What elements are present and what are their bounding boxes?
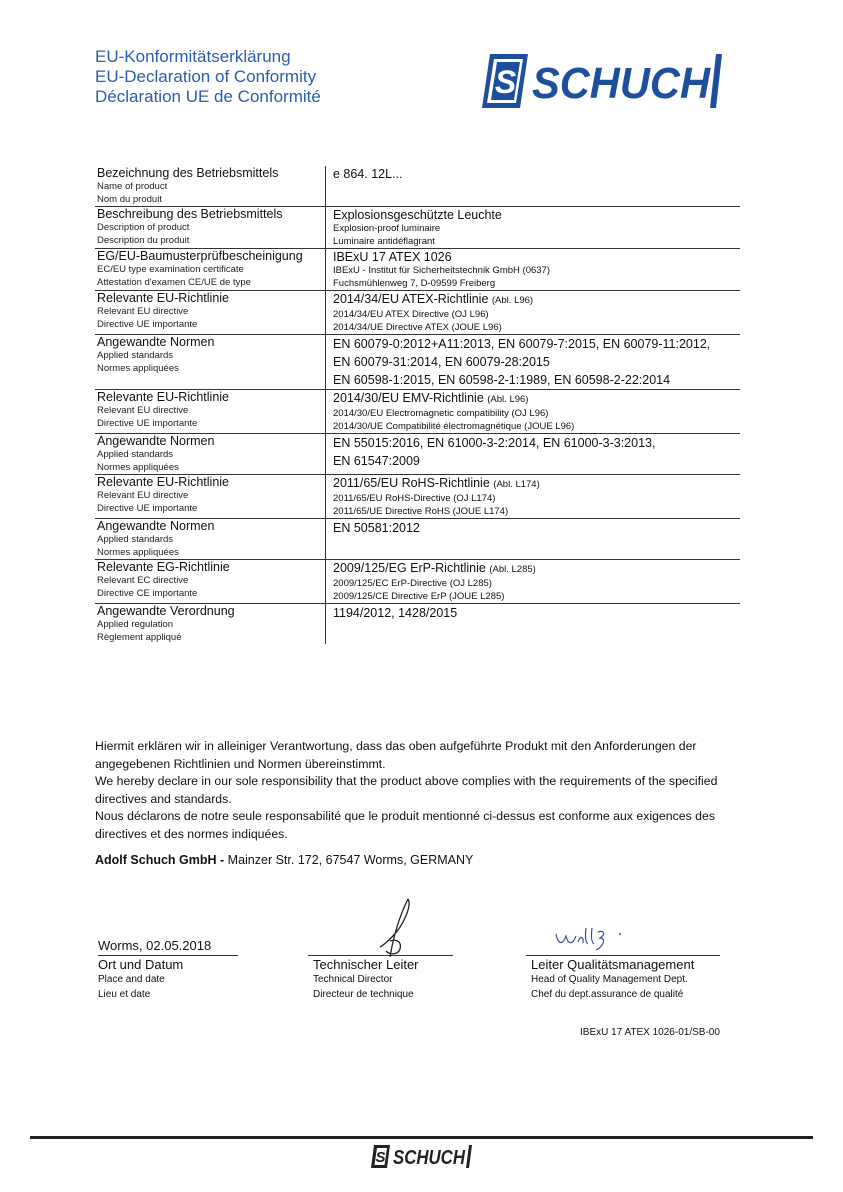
label-french: Directive CE importante	[97, 587, 198, 599]
row-label	[95, 434, 326, 475]
place-date-block	[98, 938, 238, 1002]
row-label	[95, 475, 326, 519]
label-english: Applied standards	[97, 449, 174, 460]
declaration-row	[95, 519, 740, 560]
row-label	[95, 335, 326, 390]
row-value	[326, 519, 741, 560]
declaration-row	[95, 604, 740, 645]
label-english: Applied regulation	[97, 619, 174, 630]
label-german: Bezeichnung des Betriebsmittels	[97, 166, 279, 180]
company-name: Adolf Schuch GmbH -	[95, 853, 225, 867]
value-translation: IBExU - Institut für Sicherheitstechnik GmbH (0637)	[333, 265, 550, 276]
place-date-label-fr: Lieu et date	[98, 989, 151, 1000]
label-french: Nom du produit	[97, 193, 162, 205]
label-english: Relevant EU directive	[97, 306, 189, 317]
standard-line: EN 55015:2016, EN 61000-3-2:2014, EN 61000-3-3:2013,	[333, 436, 656, 450]
logo-wordmark: SCHUCH	[532, 59, 712, 108]
standard-line: EN 50581:2012	[333, 521, 420, 535]
row-value	[326, 166, 741, 207]
row-label	[95, 249, 326, 291]
footer-logo-wordmark: SCHUCH	[393, 1147, 466, 1169]
title-english: EU-Declaration of Conformity	[95, 67, 317, 86]
schuch-logo	[480, 50, 725, 112]
standard-line: EN 60079-0:2012+A11:2013, EN 60079-7:2015, EN 60079-11:2012,	[333, 337, 711, 351]
company-street: Mainzer Str. 172, 67547 Worms, GERMANY	[227, 853, 474, 867]
label-english: EC/EU type examination certificate	[97, 264, 244, 275]
row-value	[326, 560, 741, 604]
value-main-text: e 864. 12L...	[333, 167, 403, 181]
label-german: Angewandte Normen	[97, 335, 215, 349]
standard-line: EN 60079-31:2014, EN 60079-28:2015	[333, 355, 550, 369]
declaration-row	[95, 475, 740, 519]
row-value	[326, 291, 741, 335]
company-address	[95, 853, 473, 867]
label-english: Description of product	[97, 222, 190, 233]
label-english: Relevant EU directive	[97, 490, 189, 501]
declaration-row	[95, 390, 740, 434]
value-translation: 2011/65/EU RoHS-Directive (OJ L174)	[333, 493, 496, 504]
declaration-row	[95, 434, 740, 475]
label-french: Directive UE importante	[97, 318, 198, 330]
footer-logo-emblem: S	[375, 1149, 386, 1166]
statement-french: Nous déclarons de notre seule responsabilité que le produit mentionné ci-dessus est conforme aux exigences des directives et des normes indiquées.	[95, 809, 715, 841]
value-translation: 2009/125/CE Directive ErP (JOUE L285)	[333, 590, 505, 602]
technical-director-signature	[370, 895, 430, 965]
label-french: Normes appliquées	[97, 546, 179, 558]
row-label	[95, 166, 326, 207]
official-journal-ref: (Abl. L174)	[493, 479, 540, 490]
value-translation: 2011/65/UE Directive RoHS (JOUE L174)	[333, 505, 509, 517]
value-main	[333, 390, 740, 408]
value-translation: Fuchsmühlenweg 7, D-09599 Freiberg	[333, 277, 496, 289]
label-german: Angewandte Normen	[97, 519, 215, 533]
document-reference: IBExU 17 ATEX 1026-01/SB-00	[580, 1027, 720, 1038]
label-german: Beschreibung des Betriebsmittels	[97, 207, 283, 221]
row-label	[95, 604, 326, 645]
value-main-text: IBExU 17 ATEX 1026	[333, 250, 452, 264]
declaration-row	[95, 166, 740, 207]
row-value	[326, 604, 741, 645]
label-french: Normes appliquées	[97, 461, 179, 473]
label-english: Relevant EU directive	[97, 405, 189, 416]
label-german: Relevante EU-Richtlinie	[97, 291, 230, 305]
standard-line: EN 60598-1:2015, EN 60598-2-1:1989, EN 60598-2-22:2014	[333, 373, 671, 387]
quality-manager-signature	[552, 924, 627, 954]
row-value	[326, 390, 741, 434]
label-german: Relevante EU-Richtlinie	[97, 390, 230, 404]
label-french: Règlement appliqué	[97, 631, 182, 643]
logo-emblem: S	[494, 64, 517, 100]
label-french: Normes appliquées	[97, 362, 179, 374]
qm-label-en: Head of Quality Management Dept.	[531, 974, 688, 985]
value-main-text: 2014/30/EU EMV-Richtlinie	[333, 391, 484, 405]
label-german: Relevante EU-Richtlinie	[97, 475, 230, 489]
row-label	[95, 390, 326, 434]
signature-line	[98, 955, 238, 956]
declaration-row	[95, 291, 740, 335]
standard-line: EN 61547:2009	[333, 454, 420, 468]
label-english: Relevant EC directive	[97, 575, 189, 586]
statement-german: Hiermit erklären wir in alleiniger Verantwortung, dass das oben aufgeführte Produkt mit den Anforderungen der angegebenen Richtlinien und Normen übereinstimmt.	[95, 739, 697, 771]
label-english: Name of product	[97, 181, 168, 192]
declaration-row	[95, 207, 740, 249]
title-french: Déclaration UE de Conformité	[95, 87, 321, 106]
value-main-text: Explosionsgeschützte Leuchte	[333, 208, 502, 222]
label-german: Angewandte Verordnung	[97, 604, 235, 618]
footer-divider	[30, 1136, 813, 1139]
declaration-row	[95, 335, 740, 390]
label-english: Applied standards	[97, 350, 174, 361]
footer-schuch-logo	[370, 1143, 475, 1170]
tech-director-label-fr: Directeur de technique	[313, 989, 414, 1000]
row-value	[326, 475, 741, 519]
label-french: Description du produit	[97, 234, 190, 246]
place-date-label-de: Ort und Datum	[98, 957, 184, 972]
declaration-statement	[95, 738, 755, 843]
value-main	[333, 166, 740, 182]
value-translation: Luminaire antidéflagrant	[333, 235, 435, 247]
place-date-label-en: Place and date	[98, 974, 165, 985]
standard-line: 1194/2012, 1428/2015	[333, 606, 458, 620]
official-journal-ref: (Abl. L96)	[491, 295, 534, 306]
value-translation: Explosion-proof luminaire	[333, 223, 441, 234]
value-main-text: 2014/34/EU ATEX-Richtlinie	[333, 292, 489, 306]
value-main	[333, 207, 740, 223]
value-translation: 2014/30/EU Electromagnetic compatibility (OJ L96)	[333, 408, 549, 419]
qm-label-fr: Chef du dept.assurance de qualité	[531, 989, 684, 1000]
declaration-table	[95, 166, 740, 644]
row-value	[326, 434, 741, 475]
row-value	[326, 249, 741, 291]
label-english: Applied standards	[97, 534, 174, 545]
row-label	[95, 207, 326, 249]
value-translation: 2014/30/UE Compatibilité électromagnétique (JOUE L96)	[333, 420, 575, 432]
place-date-value: Worms, 02.05.2018	[98, 938, 212, 953]
row-label	[95, 291, 326, 335]
label-french: Directive UE importante	[97, 417, 198, 429]
value-main	[333, 291, 740, 309]
official-journal-ref: (Abl. L285)	[489, 564, 536, 575]
label-french: Attestation d'examen CE/UE de type	[97, 276, 251, 288]
value-translation: 2014/34/EU ATEX Directive (OJ L96)	[333, 309, 489, 320]
title-german: EU-Konformitätserklärung	[95, 47, 291, 66]
row-value	[326, 335, 741, 390]
row-label	[95, 560, 326, 604]
qm-label-de: Leiter Qualitätsmanagement	[531, 957, 695, 972]
value-main	[333, 249, 740, 265]
statement-english: We hereby declare in our sole responsibility that the product above complies with the requirements of the specified directives and standards.	[95, 774, 718, 806]
declaration-row	[95, 560, 740, 604]
value-main-text: 2009/125/EG ErP-Richtlinie	[333, 561, 486, 575]
declaration-row	[95, 249, 740, 291]
row-label	[95, 519, 326, 560]
value-translation: 2014/34/UE Directive ATEX (JOUE L96)	[333, 321, 502, 333]
value-main	[333, 560, 740, 578]
label-german: Angewandte Normen	[97, 434, 215, 448]
value-translation: 2009/125/EC ErP-Directive (OJ L285)	[333, 578, 492, 589]
value-main-text: 2011/65/EU RoHS-Richtlinie	[333, 476, 490, 490]
label-german: Relevante EG-Richtlinie	[97, 560, 230, 574]
tech-director-label-de: Technischer Leiter	[313, 957, 419, 972]
tech-director-label-en: Technical Director	[313, 974, 393, 985]
document-title	[95, 47, 321, 107]
official-journal-ref: (Abl. L96)	[487, 394, 529, 405]
signature-line	[526, 955, 720, 956]
label-german: EG/EU-Baumusterprüfbescheinigung	[97, 249, 303, 263]
value-main	[333, 475, 740, 493]
row-value	[326, 207, 741, 249]
label-french: Directive UE importante	[97, 502, 198, 514]
